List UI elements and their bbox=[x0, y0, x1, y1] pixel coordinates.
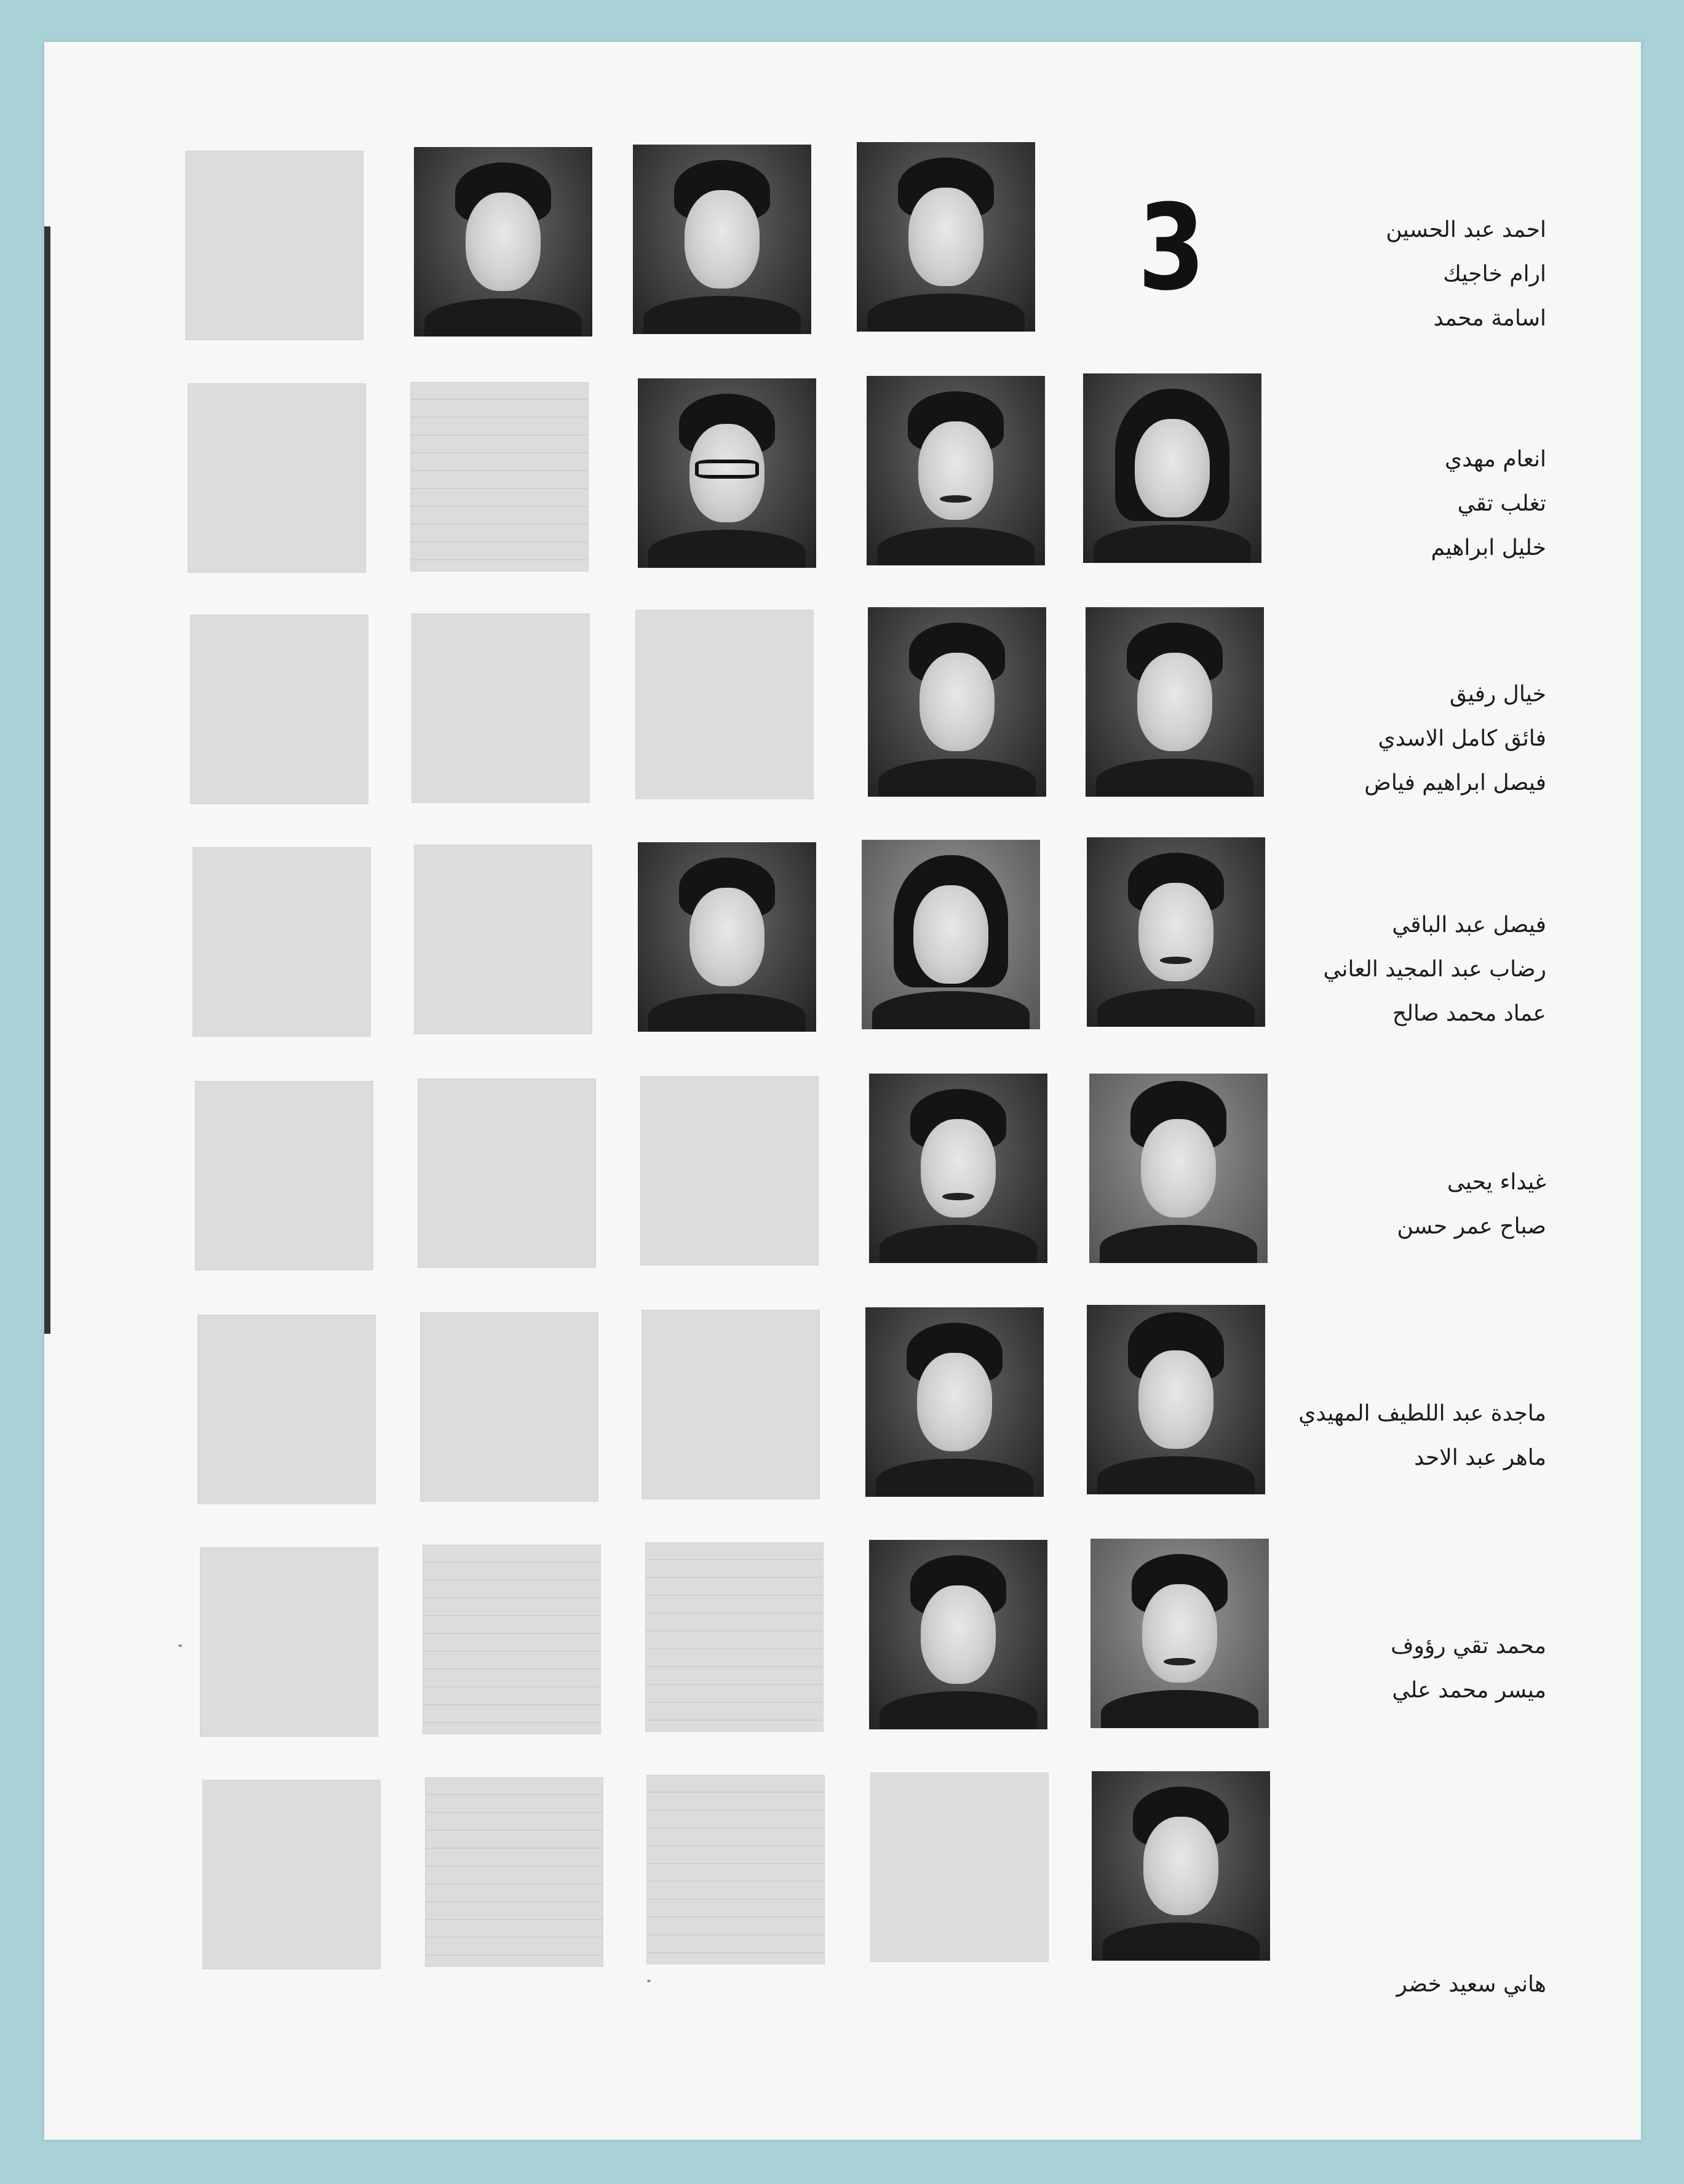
empty-photo-slot bbox=[870, 1772, 1049, 1962]
student-name: خيال رفيق bbox=[1449, 682, 1546, 707]
empty-photo-slot bbox=[185, 151, 363, 340]
empty-photo-slot bbox=[197, 1315, 376, 1504]
student-name: فيصل ابراهيم فياض bbox=[1364, 770, 1546, 795]
student-name: اسامة محمد bbox=[1433, 306, 1546, 331]
student-name: فائق كامل الاسدي bbox=[1378, 726, 1546, 751]
portrait-photo bbox=[633, 145, 811, 334]
student-name: ماجدة عبد اللطيف المهيدي bbox=[1298, 1401, 1546, 1426]
empty-photo-slot bbox=[635, 610, 814, 799]
student-name: محمد تقي رؤوف bbox=[1391, 1633, 1546, 1659]
empty-photo-slot bbox=[418, 1078, 596, 1268]
portrait-photo bbox=[857, 142, 1035, 332]
binding-edge bbox=[44, 226, 50, 1334]
empty-photo-slot bbox=[425, 1777, 603, 1967]
page-number: 3 bbox=[1138, 180, 1202, 317]
empty-photo-slot bbox=[423, 1545, 601, 1734]
student-name: رضاب عبد المجيد العاني bbox=[1323, 957, 1546, 982]
portrait-photo bbox=[869, 1540, 1047, 1729]
empty-photo-slot bbox=[195, 1081, 373, 1270]
student-name: فيصل عبد الباقي bbox=[1392, 912, 1546, 938]
portrait-photo bbox=[862, 840, 1040, 1029]
names-block bbox=[1116, 1624, 1546, 1713]
portrait-photo bbox=[1092, 1771, 1270, 1961]
names-block bbox=[1116, 903, 1546, 1036]
empty-photo-slot bbox=[414, 845, 592, 1034]
portrait-photo bbox=[414, 147, 592, 337]
student-name: غيداء يحيى bbox=[1447, 1170, 1546, 1195]
student-name: ارام خاجيك bbox=[1443, 261, 1546, 287]
empty-photo-slot bbox=[641, 1310, 820, 1499]
print-speck bbox=[178, 1644, 182, 1647]
student-name: خليل ابراهيم bbox=[1431, 535, 1546, 560]
portrait-photo bbox=[868, 607, 1046, 797]
portrait-photo bbox=[869, 1074, 1047, 1263]
empty-photo-slot bbox=[190, 615, 368, 804]
names-block bbox=[1116, 1392, 1546, 1480]
student-name: تغلب تقي bbox=[1457, 491, 1546, 516]
portrait-photo bbox=[867, 376, 1045, 565]
portrait-photo bbox=[865, 1307, 1044, 1497]
empty-photo-slot bbox=[646, 1775, 825, 1964]
portrait-photo bbox=[638, 378, 816, 568]
names-block bbox=[1116, 1160, 1546, 1249]
empty-photo-slot bbox=[420, 1312, 598, 1502]
empty-photo-slot bbox=[200, 1547, 378, 1737]
student-name: انعام مهدي bbox=[1444, 447, 1546, 472]
empty-photo-slot bbox=[188, 383, 366, 573]
student-name: عماد محمد صالح bbox=[1392, 1001, 1546, 1026]
student-name: احمد عبد الحسين bbox=[1386, 217, 1546, 242]
names-block bbox=[1116, 1963, 1546, 2007]
yearbook-page bbox=[44, 42, 1641, 2140]
print-speck bbox=[647, 1980, 651, 1982]
empty-photo-slot bbox=[202, 1780, 381, 1969]
portrait-photo bbox=[638, 842, 816, 1032]
student-name: ميسر محمد علي bbox=[1392, 1678, 1546, 1703]
student-name: هاني سعيد خضر bbox=[1396, 1972, 1546, 1997]
empty-photo-slot bbox=[411, 613, 590, 803]
names-block bbox=[1116, 437, 1546, 570]
empty-photo-slot bbox=[645, 1542, 824, 1732]
empty-photo-slot bbox=[410, 382, 589, 572]
empty-photo-slot bbox=[193, 847, 371, 1037]
names-block bbox=[1116, 672, 1546, 805]
student-name: صباح عمر حسن bbox=[1397, 1214, 1546, 1239]
empty-photo-slot bbox=[640, 1076, 819, 1265]
student-name: ماهر عبد الاحد bbox=[1414, 1445, 1546, 1470]
names-block bbox=[1116, 208, 1546, 341]
